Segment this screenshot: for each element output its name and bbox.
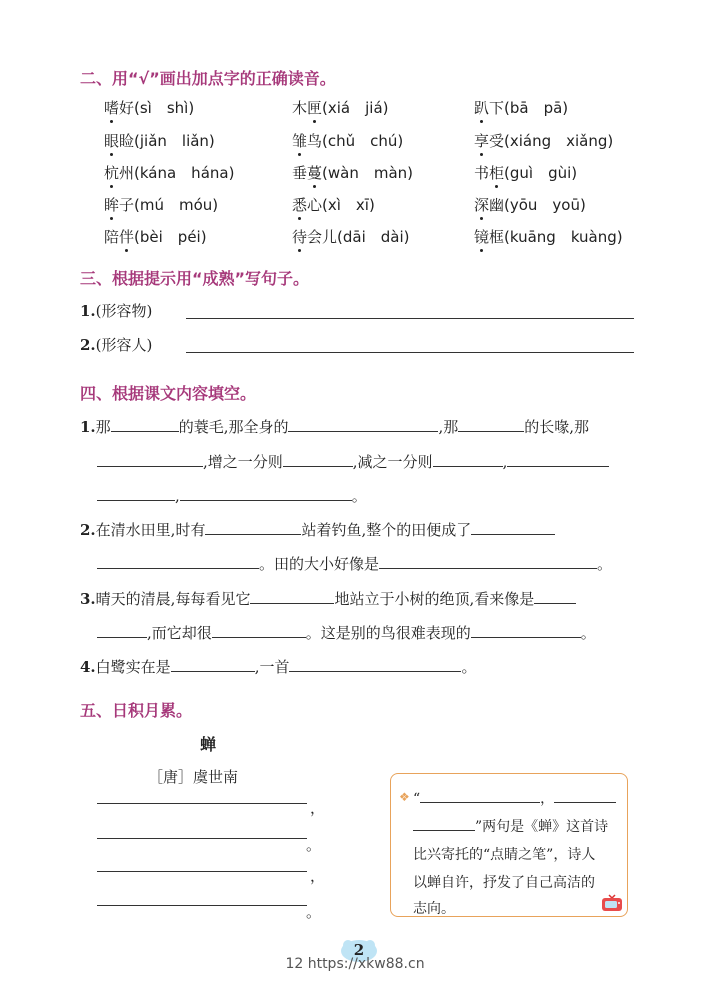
q1-text: ,那: [438, 418, 459, 436]
q2-text: 在清水田里,时有: [95, 521, 206, 539]
tip-text: ”两句是《蝉》这首诗: [475, 819, 609, 835]
q2-text: 。: [597, 555, 613, 573]
q2-number: 2.: [80, 521, 96, 539]
q3-text: 地站立于小树的绝顶,看来像是: [334, 590, 535, 608]
answer-line-2[interactable]: [186, 352, 634, 353]
pinyin-options: 睑(jiǎn liǎn): [119, 132, 215, 150]
blank[interactable]: [420, 788, 540, 803]
blank[interactable]: [458, 417, 524, 432]
q1-text: 的蓑毛,那全身的: [178, 418, 289, 436]
blank[interactable]: [534, 589, 576, 604]
dotted-character: 柜: [489, 164, 505, 182]
pinyin-choice-item[interactable]: [474, 162, 577, 183]
poem-blank-3[interactable]: [97, 871, 307, 872]
pinyin-options: 会儿(dāi dài): [307, 228, 410, 246]
dotted-character: 享: [474, 132, 490, 150]
q2-text: 站着钓鱼,整个的田便成了: [301, 521, 472, 539]
pinyin-choice-item[interactable]: [292, 226, 409, 247]
section-5-title: 五、日积月累。: [80, 701, 193, 720]
section-2-title: 二、用“√”画出加点字的正确读音。: [80, 69, 336, 88]
pinyin-options: 鸟(chǔ chú): [307, 132, 404, 150]
dotted-character: 眸: [104, 196, 120, 214]
pinyin-options: 好(sì shì): [119, 99, 195, 117]
pinyin-options: 下(bā pā): [489, 99, 569, 117]
pinyin-choice-item[interactable]: [104, 130, 215, 151]
pinyin-choice-item[interactable]: [104, 194, 218, 215]
q4-line-1: [80, 656, 476, 677]
tip-text: “: [413, 791, 421, 807]
dotted-character: 趴: [474, 99, 490, 117]
watermark: 12 https://xkw88.cn: [285, 956, 425, 972]
poem-punct-3: ，: [310, 867, 326, 885]
tip-box: [390, 773, 628, 917]
blank[interactable]: [471, 520, 555, 535]
q3-line-2: [97, 622, 596, 643]
pinyin-choice-item[interactable]: [474, 130, 613, 151]
blank[interactable]: [205, 520, 301, 535]
pinyin-options: 州(kána hána): [119, 164, 235, 182]
q3-text: 。这是别的鸟很难表现的: [305, 624, 471, 642]
tip-line-3: 比兴寄托的“点睛之笔”，诗人: [413, 847, 596, 863]
dotted-character: 眼: [104, 132, 120, 150]
blank[interactable]: [250, 589, 334, 604]
blank[interactable]: [180, 486, 352, 501]
pinyin-choice-item[interactable]: [292, 162, 413, 183]
word-part: 垂: [292, 164, 308, 182]
pinyin-options: (bèi péi): [134, 228, 207, 246]
blank[interactable]: [554, 788, 616, 803]
poem-blank-1[interactable]: [97, 803, 307, 804]
tip-line-5: 志向。: [413, 901, 455, 917]
pinyin-options: (guì gùi): [504, 164, 578, 182]
item-hint: (形容人): [95, 336, 153, 354]
q1-text: 的长喙,那: [524, 418, 590, 436]
tip-line-2: [413, 816, 608, 836]
q3-text: 晴天的清晨,每每看见它: [95, 590, 251, 608]
dotted-character: 蔓: [307, 164, 323, 182]
blank[interactable]: [111, 417, 179, 432]
blank[interactable]: [288, 417, 438, 432]
dotted-character: 镜: [474, 228, 490, 246]
dotted-character: 待: [292, 228, 308, 246]
dotted-character: 匣: [307, 99, 323, 117]
q1-text: 那: [95, 418, 111, 436]
section-4-title: 四、根据课文内容填空。: [80, 384, 257, 403]
poem-author: ［唐］虞世南: [148, 768, 239, 786]
tip-line-4: 以蝉自许，抒发了自己高洁的: [413, 875, 595, 891]
dotted-character: 嗜: [104, 99, 120, 117]
tip-text: ，: [540, 791, 555, 807]
q3-number: 3.: [80, 590, 96, 608]
poem-punct-2: 。: [306, 836, 322, 854]
poem-blank-4[interactable]: [97, 905, 307, 906]
pinyin-choice-item[interactable]: [292, 97, 389, 118]
blank[interactable]: [471, 623, 581, 638]
pinyin-choice-item[interactable]: [474, 226, 623, 247]
q3-text: ,而它却很: [147, 624, 212, 642]
q2-line-1: [80, 519, 555, 540]
pinyin-choice-item[interactable]: [104, 226, 207, 247]
blank[interactable]: [212, 623, 306, 638]
q4-text: ,一首: [254, 658, 290, 676]
q2-text: 。田的大小好像是: [259, 555, 380, 573]
item-number: 2.: [80, 336, 96, 354]
q3-line-1: [80, 588, 576, 609]
sentence-item-2: [80, 334, 152, 355]
pinyin-choice-item[interactable]: [104, 162, 234, 183]
q1-text: 。: [351, 487, 367, 505]
section-3-title: 三、根据提示用“成熟”写句子。: [80, 269, 310, 288]
dotted-character: 伴: [119, 228, 135, 246]
q1-text: ,: [175, 487, 180, 505]
q1-text: ,减之一分则: [352, 453, 433, 471]
diamond-icon: ❖: [399, 790, 410, 804]
pinyin-choice-item[interactable]: [474, 97, 568, 118]
page-number: 2: [353, 941, 365, 959]
q2-line-2: [97, 553, 612, 574]
blank[interactable]: [171, 657, 255, 672]
pinyin-options: 子(mú móu): [119, 196, 219, 214]
blank[interactable]: [379, 554, 597, 569]
dotted-character: 深: [474, 196, 490, 214]
blank[interactable]: [433, 452, 503, 467]
item-number: 1.: [80, 302, 96, 320]
tv-icon: [601, 894, 623, 912]
blank[interactable]: [289, 657, 461, 672]
blank[interactable]: [97, 486, 175, 501]
word-part: 陪: [104, 228, 120, 246]
dotted-character: 杭: [104, 164, 120, 182]
pinyin-choice-item[interactable]: [292, 130, 403, 151]
blank[interactable]: [507, 452, 609, 467]
blank[interactable]: [413, 816, 475, 831]
q1-text: ,: [502, 453, 508, 471]
dotted-character: 雏: [292, 132, 308, 150]
item-hint: (形容物): [95, 302, 153, 320]
blank[interactable]: [97, 554, 259, 569]
q4-text: 白鹭实在是: [95, 658, 171, 676]
blank[interactable]: [97, 452, 203, 467]
q3-text: 。: [580, 624, 596, 642]
poem-punct-1: ，: [310, 799, 326, 817]
q1-text: ,增之一分则: [203, 453, 283, 471]
blank[interactable]: [97, 623, 147, 638]
pinyin-options: (wàn màn): [322, 164, 414, 182]
word-part: 书: [474, 164, 490, 182]
q1-line-1: [80, 416, 589, 437]
poem-blank-2[interactable]: [97, 838, 307, 839]
q1-line-2: [97, 451, 609, 472]
tip-line-1: [413, 788, 616, 808]
q4-number: 4.: [80, 658, 96, 676]
sentence-item-1: [80, 300, 152, 321]
pinyin-options: 心(xì xī): [307, 196, 375, 214]
word-part: 木: [292, 99, 308, 117]
pinyin-choice-item[interactable]: [474, 194, 586, 215]
pinyin-options: 框(kuāng kuàng): [489, 228, 623, 246]
poem-punct-4: 。: [306, 903, 322, 921]
blank[interactable]: [283, 452, 353, 467]
dotted-character: 悉: [292, 196, 308, 214]
pinyin-choice-item[interactable]: [104, 97, 194, 118]
q1-number: 1.: [80, 418, 96, 436]
pinyin-options: 受(xiáng xiǎng): [489, 132, 614, 150]
pinyin-options: (xiá jiá): [322, 99, 389, 117]
answer-line-1[interactable]: [186, 318, 634, 319]
pinyin-options: 幽(yōu yoū): [489, 196, 586, 214]
q4-text: 。: [461, 658, 477, 676]
poem-title: 蝉: [200, 735, 217, 754]
q1-line-3: [97, 485, 367, 506]
pinyin-choice-item[interactable]: [292, 194, 375, 215]
